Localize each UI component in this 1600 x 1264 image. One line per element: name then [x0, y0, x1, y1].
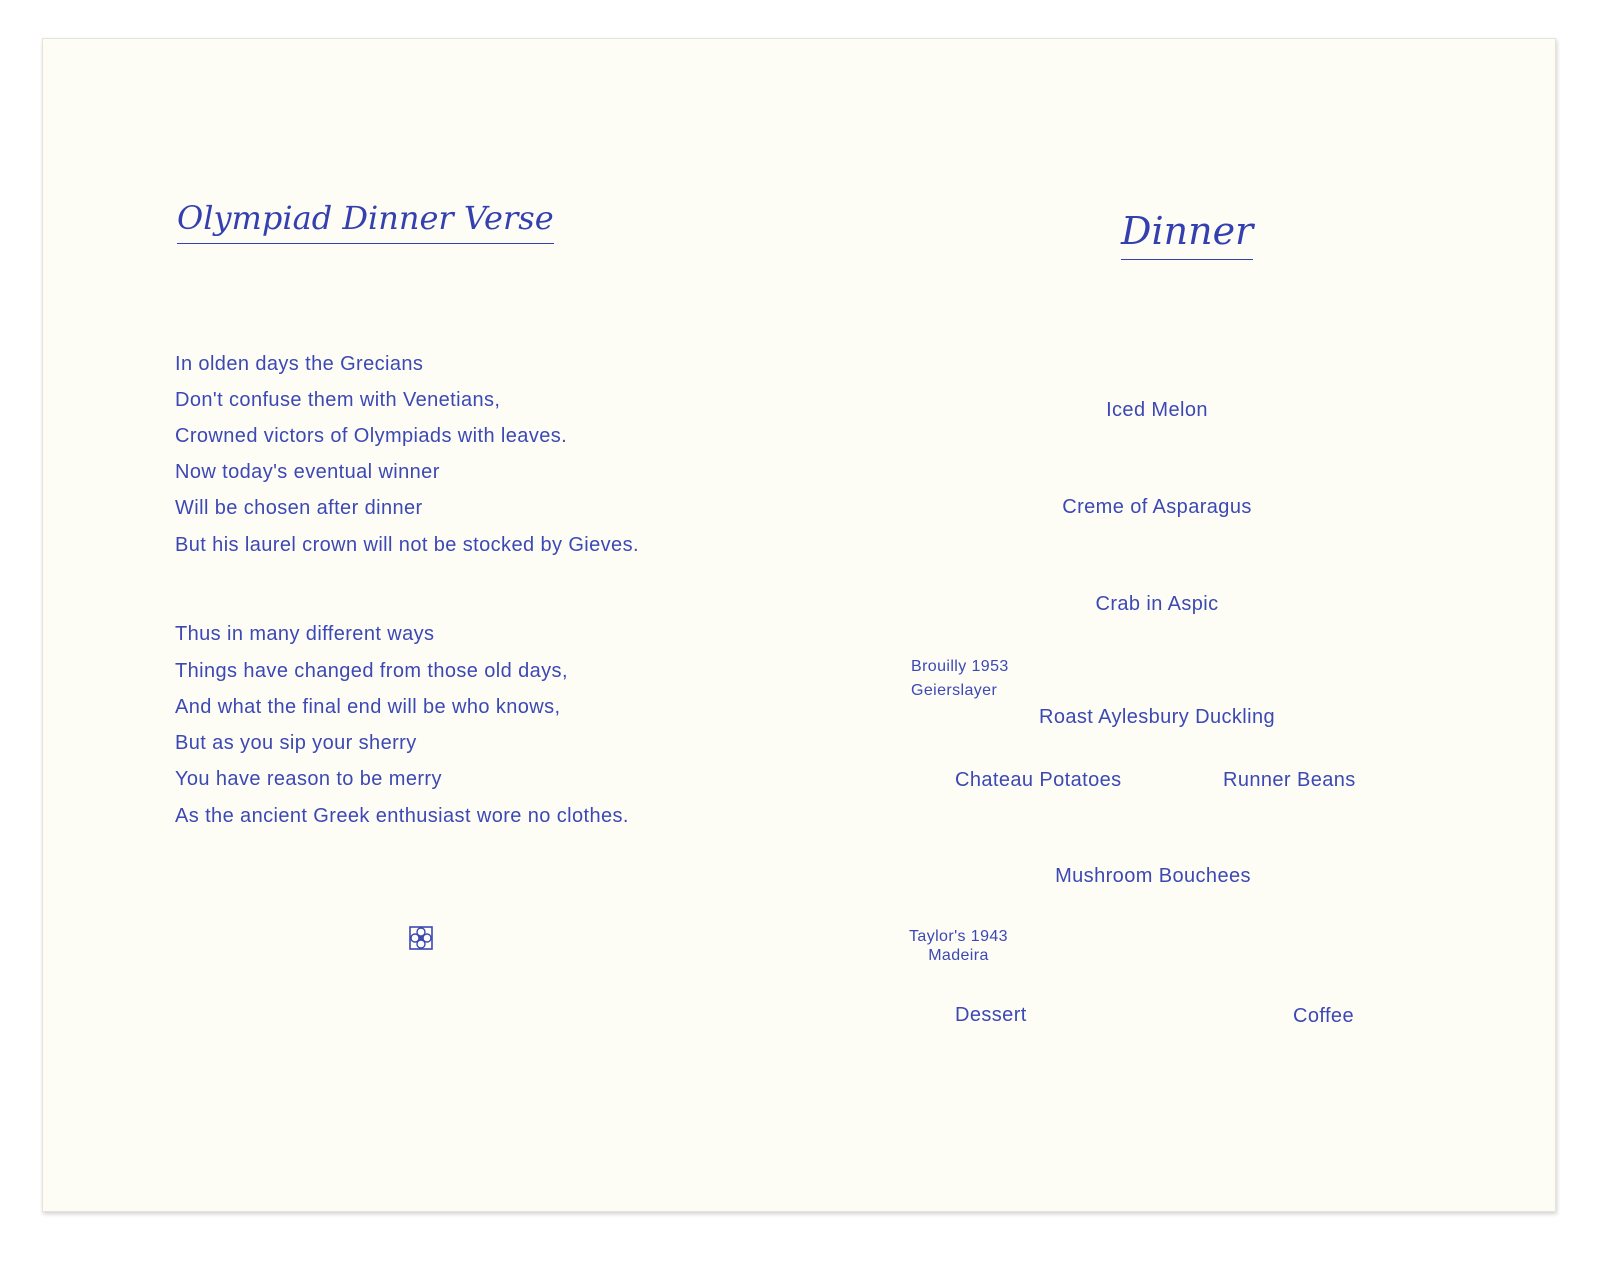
verse-title: Olympiad Dinner Verse	[177, 199, 554, 244]
menu-course-soup: Creme of Asparagus	[1062, 496, 1252, 518]
wine-name: Taylor's 1943	[909, 928, 1008, 945]
verse-line: You have reason to be merry	[175, 768, 442, 790]
wine-pairing-1	[911, 657, 1009, 701]
menu-card	[42, 38, 1556, 1212]
wine-pairing-2	[909, 927, 1008, 966]
verse-line: Will be chosen after dinner	[175, 497, 423, 519]
menu-dessert: Dessert	[955, 1004, 1027, 1026]
menu-course-main: Roast Aylesbury Duckling	[1038, 706, 1276, 728]
menu-side-beans: Runner Beans	[1223, 769, 1356, 791]
verse-line: Thus in many different ways	[175, 623, 435, 645]
verse-line: But his laurel crown will not be stocked by Gieves.	[175, 534, 639, 556]
verse-line: As the ancient Greek enthusiast wore no clothes.	[175, 805, 629, 827]
menu-coffee: Coffee	[1293, 1005, 1354, 1027]
verse-line: Don't confuse them with Venetians,	[175, 389, 501, 411]
wine-name: Madeira	[928, 947, 989, 964]
verse-line: And what the final end will be who knows,	[175, 696, 561, 718]
verse-line: Crowned victors of Olympiads with leaves.	[175, 425, 568, 447]
verse-line: Now today's eventual winner	[175, 461, 440, 483]
verse-line: Things have changed from those old days,	[175, 660, 568, 682]
floral-ornament-icon	[407, 924, 435, 952]
menu-course-fish: Crab in Aspic	[1095, 593, 1219, 615]
wine-name: Brouilly 1953	[911, 658, 1009, 675]
verse-line: In olden days the Grecians	[175, 353, 424, 375]
menu-course-starter: Iced Melon	[1106, 399, 1208, 421]
menu-side-potatoes: Chateau Potatoes	[955, 769, 1122, 791]
menu-course-savoury: Mushroom Bouchees	[1055, 865, 1251, 887]
menu-title: Dinner	[1121, 209, 1253, 260]
wine-name: Geierslayer	[911, 682, 998, 699]
verse-line: But as you sip your sherry	[175, 732, 417, 754]
